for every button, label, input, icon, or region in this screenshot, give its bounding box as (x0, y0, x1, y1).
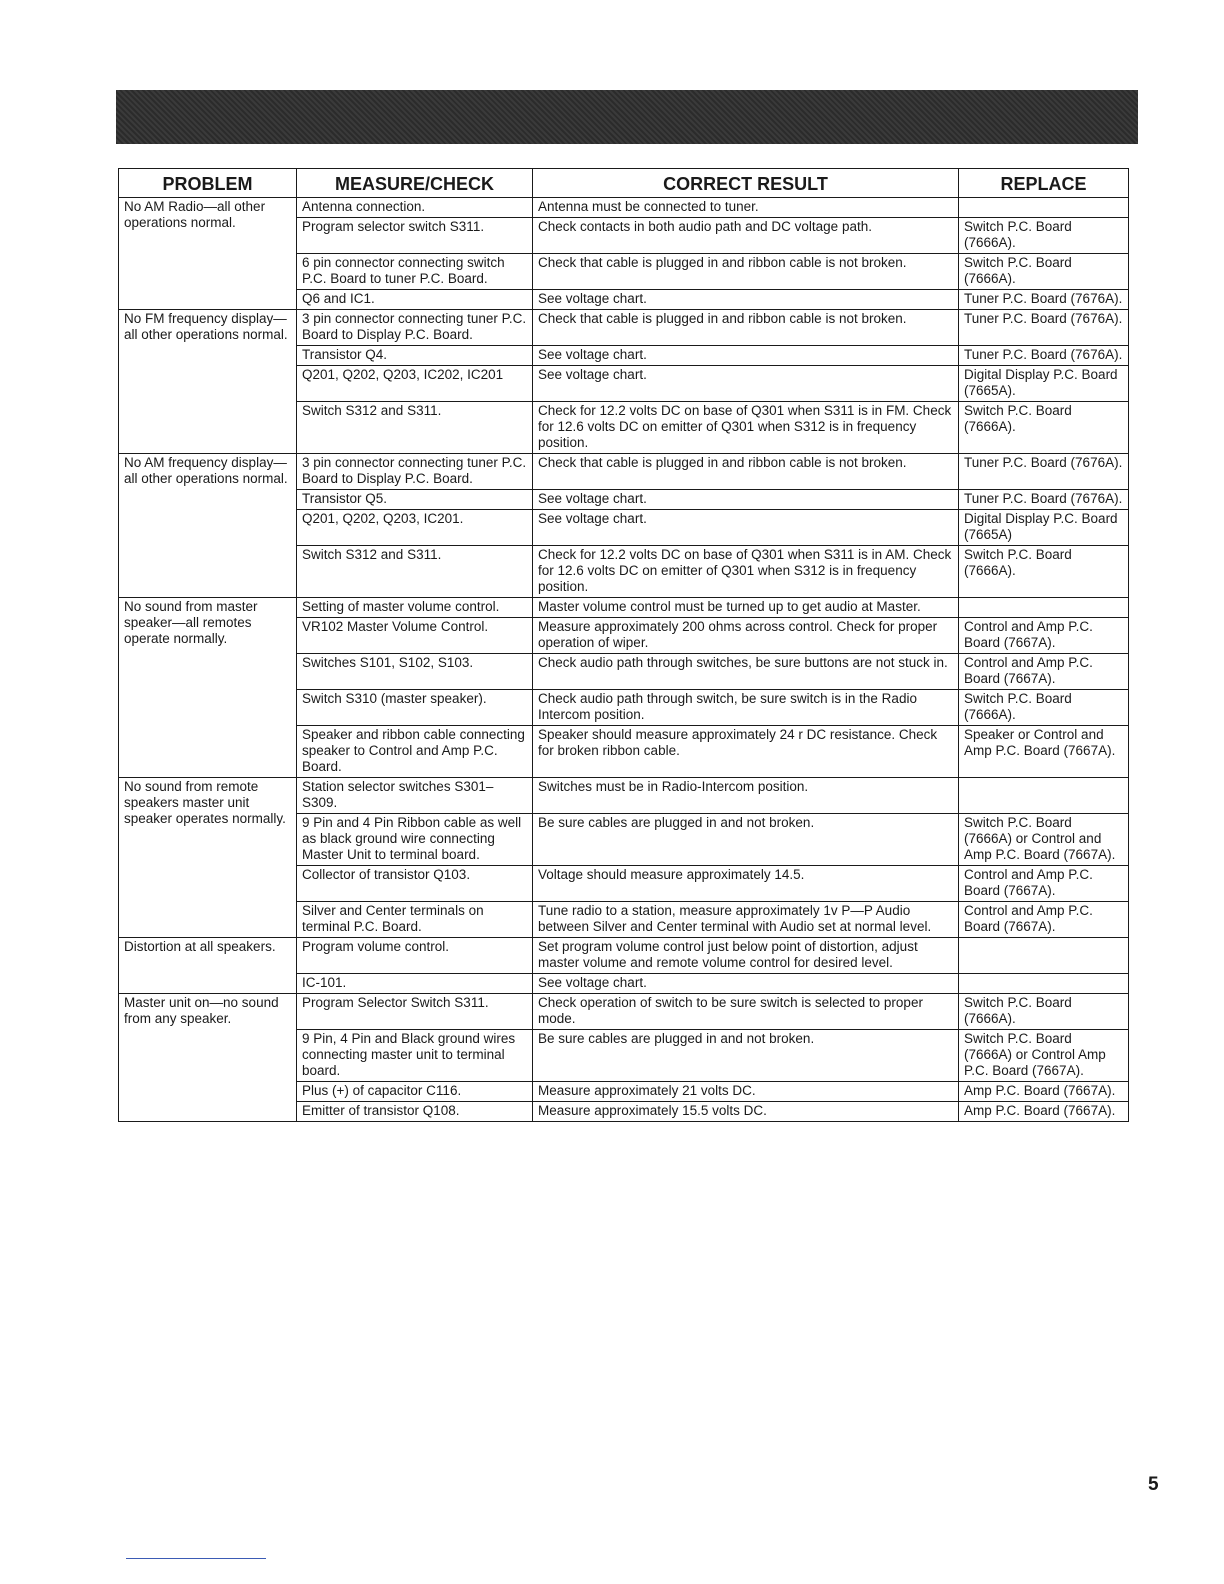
replace-cell: Control and Amp P.C. Board (7667A). (959, 618, 1129, 654)
replace-cell (959, 974, 1129, 994)
page-number: 5 (1148, 1474, 1159, 1495)
measure-check-cell: Antenna connection. (297, 198, 533, 218)
replace-cell: Tuner P.C. Board (7676A). (959, 310, 1129, 346)
replace-cell (959, 778, 1129, 814)
header-measure-check: MEASURE/CHECK (297, 169, 533, 198)
measure-check-cell: 9 Pin, 4 Pin and Black ground wires connecting master unit to terminal board. (297, 1030, 533, 1082)
measure-check-cell: IC-101. (297, 974, 533, 994)
replace-cell: Digital Display P.C. Board (7665A) (959, 510, 1129, 546)
table-header (119, 169, 1129, 198)
table-row (119, 938, 1129, 974)
replace-cell (959, 938, 1129, 974)
correct-result-cell: See voltage chart. (533, 490, 959, 510)
problem-cell: No FM frequency display—all other operations normal. (119, 310, 297, 454)
correct-result-cell: Measure approximately 200 ohms across control. Check for proper operation of wiper. (533, 618, 959, 654)
measure-check-cell: Q201, Q202, Q203, IC201. (297, 510, 533, 546)
table-row (119, 778, 1129, 814)
measure-check-cell: Setting of master volume control. (297, 598, 533, 618)
replace-cell: Switch P.C. Board (7666A). (959, 254, 1129, 290)
measure-check-cell: Silver and Center terminals on terminal P.C. Board. (297, 902, 533, 938)
correct-result-cell: Check for 12.2 volts DC on base of Q301 when S311 is in FM. Check for 12.6 volts DC on emitter of Q301 when S312 is in frequency position. (533, 402, 959, 454)
problem-cell: No AM frequency display—all other operations normal. (119, 454, 297, 598)
replace-cell: Control and Amp P.C. Board (7667A). (959, 902, 1129, 938)
troubleshooting-table (118, 168, 1129, 1122)
header-row (119, 169, 1129, 198)
header-correct-result: CORRECT RESULT (533, 169, 959, 198)
replace-cell: Switch P.C. Board (7666A). (959, 690, 1129, 726)
correct-result-cell: See voltage chart. (533, 366, 959, 402)
measure-check-cell: 3 pin connector connecting tuner P.C. Board to Display P.C. Board. (297, 310, 533, 346)
replace-cell: Switch P.C. Board (7666A) or Control and Amp P.C. Board (7667A). (959, 814, 1129, 866)
replace-cell (959, 198, 1129, 218)
correct-result-cell: Set program volume control just below point of distortion, adjust master volume and remote volume control for desired level. (533, 938, 959, 974)
correct-result-cell: Check operation of switch to be sure switch is selected to proper mode. (533, 994, 959, 1030)
problem-cell: Master unit on—no sound from any speaker. (119, 994, 297, 1122)
measure-check-cell: 9 Pin and 4 Pin Ribbon cable as well as black ground wire connecting Master Unit to terminal board. (297, 814, 533, 866)
correct-result-cell: Check contacts in both audio path and DC voltage path. (533, 218, 959, 254)
correct-result-cell: Antenna must be connected to tuner. (533, 198, 959, 218)
correct-result-cell: Check for 12.2 volts DC on base of Q301 when S311 is in AM. Check for 12.6 volts DC on emitter of Q301 when S312 is in frequency position. (533, 546, 959, 598)
measure-check-cell: Program volume control. (297, 938, 533, 974)
table-row (119, 454, 1129, 490)
measure-check-cell: Switch S310 (master speaker). (297, 690, 533, 726)
replace-cell: Switch P.C. Board (7666A). (959, 994, 1129, 1030)
measure-check-cell: Station selector switches S301–S309. (297, 778, 533, 814)
replace-cell: Tuner P.C. Board (7676A). (959, 490, 1129, 510)
correct-result-cell: Check audio path through switch, be sure switch is in the Radio Intercom position. (533, 690, 959, 726)
correct-result-cell: Measure approximately 21 volts DC. (533, 1082, 959, 1102)
measure-check-cell: Switches S101, S102, S103. (297, 654, 533, 690)
replace-cell: Speaker or Control and Amp P.C. Board (7667A). (959, 726, 1129, 778)
measure-check-cell: Collector of transistor Q103. (297, 866, 533, 902)
replace-cell: Control and Amp P.C. Board (7667A). (959, 654, 1129, 690)
measure-check-cell: 6 pin connector connecting switch P.C. Board to tuner P.C. Board. (297, 254, 533, 290)
correct-result-cell: See voltage chart. (533, 290, 959, 310)
replace-cell: Tuner P.C. Board (7676A). (959, 346, 1129, 366)
table-row (119, 598, 1129, 618)
problem-cell: No sound from remote speakers master unit speaker operates normally. (119, 778, 297, 938)
replace-cell: Switch P.C. Board (7666A). (959, 402, 1129, 454)
replace-cell: Digital Display P.C. Board (7665A). (959, 366, 1129, 402)
measure-check-cell: Q6 and IC1. (297, 290, 533, 310)
replace-cell: Switch P.C. Board (7666A). (959, 218, 1129, 254)
header-problem: PROBLEM (119, 169, 297, 198)
measure-check-cell: Q201, Q202, Q203, IC202, IC201 (297, 366, 533, 402)
replace-cell (959, 598, 1129, 618)
replace-cell: Tuner P.C. Board (7676A). (959, 290, 1129, 310)
measure-check-cell: Emitter of transistor Q108. (297, 1102, 533, 1122)
measure-check-cell: 3 pin connector connecting tuner P.C. Board to Display P.C. Board. (297, 454, 533, 490)
correct-result-cell: Be sure cables are plugged in and not broken. (533, 1030, 959, 1082)
measure-check-cell: Transistor Q4. (297, 346, 533, 366)
problem-cell: Distortion at all speakers. (119, 938, 297, 994)
correct-result-cell: Check audio path through switches, be sure buttons are not stuck in. (533, 654, 959, 690)
measure-check-cell: Plus (+) of capacitor C116. (297, 1082, 533, 1102)
correct-result-cell: Speaker should measure approximately 24 r DC resistance. Check for broken ribbon cable. (533, 726, 959, 778)
correct-result-cell: Check that cable is plugged in and ribbon cable is not broken. (533, 310, 959, 346)
correct-result-cell: Measure approximately 15.5 volts DC. (533, 1102, 959, 1122)
measure-check-cell: Switch S312 and S311. (297, 546, 533, 598)
replace-cell: Tuner P.C. Board (7676A). (959, 454, 1129, 490)
correct-result-cell: Voltage should measure approximately 14.5. (533, 866, 959, 902)
replace-cell: Switch P.C. Board (7666A) or Control Amp P.C. Board (7667A). (959, 1030, 1129, 1082)
problem-cell: No AM Radio—all other operations normal. (119, 198, 297, 310)
problem-cell: No sound from master speaker—all remotes operate normally. (119, 598, 297, 778)
table-row (119, 198, 1129, 218)
measure-check-cell: Program selector switch S311. (297, 218, 533, 254)
replace-cell: Control and Amp P.C. Board (7667A). (959, 866, 1129, 902)
table-row (119, 994, 1129, 1030)
replace-cell: Switch P.C. Board (7666A). (959, 546, 1129, 598)
correct-result-cell: Tune radio to a station, measure approximately 1v P—P Audio between Silver and Center terminal with Audio set at normal level. (533, 902, 959, 938)
measure-check-cell: Switch S312 and S311. (297, 402, 533, 454)
correct-result-cell: See voltage chart. (533, 974, 959, 994)
measure-check-cell: VR102 Master Volume Control. (297, 618, 533, 654)
correct-result-cell: Be sure cables are plugged in and not broken. (533, 814, 959, 866)
table-row (119, 310, 1129, 346)
correct-result-cell: Switches must be in Radio-Intercom position. (533, 778, 959, 814)
correct-result-cell: Check that cable is plugged in and ribbon cable is not broken. (533, 254, 959, 290)
measure-check-cell: Speaker and ribbon cable connecting speaker to Control and Amp P.C. Board. (297, 726, 533, 778)
section-header-bar (116, 90, 1138, 144)
measure-check-cell: Transistor Q5. (297, 490, 533, 510)
replace-cell: Amp P.C. Board (7667A). (959, 1102, 1129, 1122)
measure-check-cell: Program Selector Switch S311. (297, 994, 533, 1030)
replace-cell: Amp P.C. Board (7667A). (959, 1082, 1129, 1102)
footer-rule (126, 1558, 266, 1559)
header-replace: REPLACE (959, 169, 1129, 198)
correct-result-cell: See voltage chart. (533, 510, 959, 546)
correct-result-cell: Check that cable is plugged in and ribbon cable is not broken. (533, 454, 959, 490)
correct-result-cell: See voltage chart. (533, 346, 959, 366)
correct-result-cell: Master volume control must be turned up to get audio at Master. (533, 598, 959, 618)
table-body (119, 198, 1129, 1122)
